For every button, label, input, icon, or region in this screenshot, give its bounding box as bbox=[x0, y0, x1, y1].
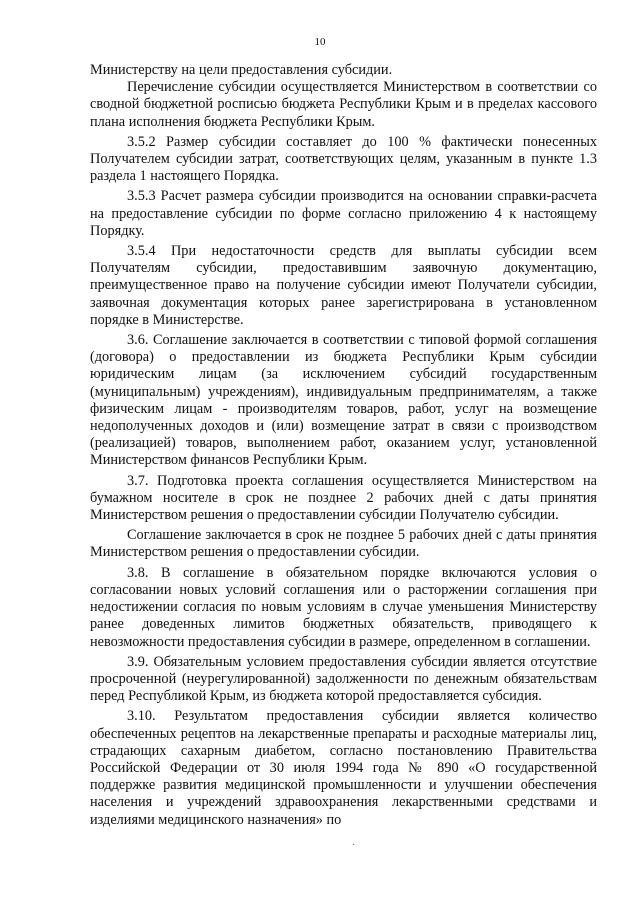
scan-speck-mark: · bbox=[352, 840, 356, 851]
paragraph-continuation: Министерству на цели предоставления субсидии. bbox=[90, 62, 393, 78]
document-body bbox=[90, 62, 597, 829]
paragraph-transfer: Перечисление субсидии осуществляется Министерством в соответствии со сводной бюджетной росписью бюджета Республики Крым и в пределах кассового плана исполнения бюджета Республики Крым. bbox=[90, 79, 597, 130]
paragraph-3-10: 3.10. Результатом предоставления субсидии является количество обеспеченных рецептов на лекарственные препараты и расходные материалы лиц, страдающих сахарным диабетом, согласно постановлению Правительства Российской Федерации от 30 июля 1994 года № 890 «О государственной поддержке развития медицинской промышленности и улучшении обеспечения населения и учреждений здравоохранения лекарственными средствами и изделиями медицинского назначения» по bbox=[90, 708, 597, 828]
paragraph-3-8: 3.8. В соглашение в обязательном порядке включаются условия о согласовании новых условий соглашения или о расторжении соглашения при недостижении согласия по новым условиям в случае уменьшения Министерству ранее доведенных лимитов бюджетных обязательств, приводящего к невозможности предоставления субсидии в размере, определенном в соглашении. bbox=[90, 564, 597, 650]
paragraph-3-6: 3.6. Соглашение заключается в соответствии с типовой формой соглашения (договора) о предоставлении из бюджета Республики Крым субсидии юридическим лицам (за исключением субсидий государственным (муниципальным) учреждениям), индивидуальным предпринимателям, а также физическим лицам - производителям товаров, работ, услуг на возмещение недополученных доходов и (или) возмещение затрат в связи с производством (реализацией) товаров, выполнением работ, оказанием услуг, установленной Министерством финансов Республики Крым. bbox=[90, 332, 597, 469]
paragraph-3-5-3: 3.5.3 Расчет размера субсидии производится на основании справки-расчета на предоставление субсидии по форме согласно приложению 4 к настоящему Порядку. bbox=[90, 188, 597, 239]
paragraph-3-7: 3.7. Подготовка проекта соглашения осуществляется Министерством на бумажном носителе в срок не позднее 2 рабочих дней с даты принятия Министерством решения о предоставлении субсидии Получателю субсидии. bbox=[90, 472, 597, 524]
paragraph-3-5-2: 3.5.2 Размер субсидии составляет до 100 % фактически понесенных Получателем субсидии затрат, соответствующих целям, указанным в пункте 1.3 раздела 1 настоящего Порядка. bbox=[90, 133, 597, 185]
page-number: 10 bbox=[314, 36, 326, 48]
paragraph-agreement-term: Соглашение заключается в срок не позднее 5 рабочих дней с даты принятия Министерством решения о предоставлении субсидии. bbox=[90, 527, 597, 561]
paragraph-3-9: 3.9. Обязательным условием предоставления субсидии является отсутствие просроченной (неурегулированной) задолженности по денежным обязательствам перед Республикой Крым, из бюджета которой предоставляется субсидия. bbox=[90, 653, 597, 705]
paragraph-3-5-4: 3.5.4 При недостаточности средств для выплаты субсидии всем Получателям субсидии, предоставившим заявочную документацию, преимущественное право на получение субсидии имеют Получатели субсидии, заявочная документация которых ранее зарегистрирована в установленном порядке в Министерстве. bbox=[90, 243, 597, 328]
